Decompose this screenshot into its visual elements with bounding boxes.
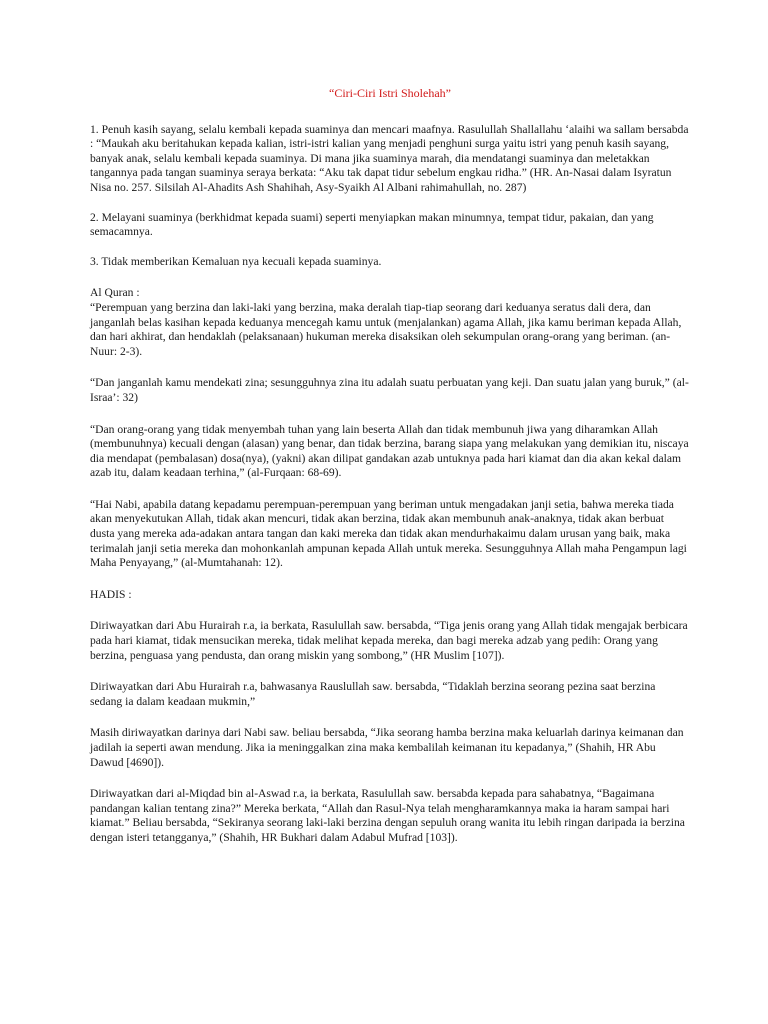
quote-al-israa: “Dan janganlah kamu mendekati zina; sesungguhnya zina itu adalah suatu perbuatan yang keji. Dan suatu jalan yang buruk,” (al-Israa’: 32) [90,376,689,404]
paragraph-point-2: 2. Melayani suaminya (berkhidmat kepada suami) seperti menyiapkan makan minumnya, tempat tidur, pakaian, dan yang semacamnya. [90,210,654,239]
quote-al-mumtahanah: “Hai Nabi, apabila datang kepadamu perempuan-perempuan yang beriman untuk mengadakan janji setia, bahwa mereka tiada akan menyekutukan Allah, tidak akan mencuri, tidak akan berzina, tidak akan membunuh anak-anaknya, tidak akan berbuat dusta yang mereka ada-adakan antara tangan dan kaki mereka dan tidak akan mendurhakaimu dalam urusan yang baik, maka terimalah janji setia mereka dan mohonkanlah ampunan kepada Allah untuk mereka. Sesungguhnya Allah maha Pengampun lagi Maha Penyayang,” (al-Mumtahanah: 12). [90,497,687,570]
paragraph-point-1: 1. Penuh kasih sayang, selalu kembali kepada suaminya dan mencari maafnya. Rasulullah Shallallahu ‘alaihi wa sallam bersabda : “Maukah aku beritahukan kepada kalian, istri-istri kalian yang menjadi penghuni surga yaitu istri yang penuh kasih sayang, banyak anak, selalu kembali kepada suaminya. Di mana jika suaminya marah, dia mendatangi suaminya dan meletakkan tangannya pada tangan suaminya seraya berkata: “Aku tak dapat tidur sebelum engkau ridha.” (HR. An-Nasai dalam Isyratun Nisa no. 257. Silsilah Al-Ahadits Ash Shahihah, Asy-Syaikh Al Albani rahimahullah, no. 287) [90,122,689,194]
section-heading-al-quran: Al Quran : [90,286,140,300]
hadith-abu-dawud: Masih diriwayatkan darinya dari Nabi saw. beliau bersabda, “Jika seorang hamba berzina maka keluarlah darinya keimanan dan jadilah ia seperti awan mendung. Jika ia meninggalkan zina maka kembalilah keimanan itu kepadanya,” (Shahih, HR Abu Dawud [4690]). [90,726,684,769]
paragraph-point-3: 3. Tidak memberikan Kemaluan nya kecuali kepada suaminya. [90,254,382,268]
hadith-bukhari: Diriwayatkan dari al-Miqdad bin al-Aswad r.a, ia berkata, Rasulullah saw. bersabda kepada para sahabatnya, “Bagaimana pandangan kalian tentang zina?” Mereka berkata, “Allah dan Rasul-Nya telah mengharamkannya maka ia haram sampai hari kiamat.” Beliau bersabda, “Sekiranya seorang laki-laki berzina dengan sepuluh orang wanita itu lebih ringan daripada ia berzina dengan isteri tetangganya,” (Shahih, HR Bukhari dalam Adabul Mufrad [103]). [90,787,685,844]
quote-al-furqaan: “Dan orang-orang yang tidak menyembah tuhan yang lain beserta Allah dan tidak membunuh jiwa yang diharamkan Allah (membunuhnya) kecuali dengan (alasan) yang benar, dan tidak berzina, barang siapa yang melakukan yang demikian itu, niscaya dia mendapat (pembalasan) dosa(nya), (yakni) akan dilipat gandakan azab untuknya pada hari kiamat dan dia akan kekal dalam azab itu, dalam keadaan terhina,” (al-Furqaan: 68-69). [90,422,689,480]
hadith-muslim: Diriwayatkan dari Abu Hurairah r.a, ia berkata, Rasulullah saw. bersabda, “Tiga jenis orang yang Allah tidak mengajak berbicara pada hari kiamat, tidak mensucikan mereka, tidak melihat kepada mereka, dan bagi mereka adzab yang pedih: Orang yang berzina, penguasa yang pendusta, dan orang miskin yang sombong,” (HR Muslim [107]). [90,619,688,662]
document-page [90,86,690,861]
hadith-pezina-mukmin: Diriwayatkan dari Abu Hurairah r.a, bahwasanya Rauslullah saw. bersabda, “Tidaklah berzina seorang pezina saat berzina sedang ia dalam keadaan mukmin,” [90,680,656,708]
section-heading-hadis: HADIS : [90,587,132,601]
quote-an-nuur: “Perempuan yang berzina dan laki-laki yang berzina, maka deralah tiap-tiap seorang dari keduanya seratus dali dera, dan janganlah belas kasihan kepada keduanya mencegah kamu untuk (menjalankan) agama Allah, jika kamu beriman kepada Allah, dan hari akhirat, dan hendaklah (pelaksanaan) hukuman mereka disaksikan oleh sekumpulan orang-orang yang beriman. (an-Nuur: 2-3). [90,300,682,358]
document-title: “Ciri-Ciri Istri Sholehah” [329,86,451,100]
